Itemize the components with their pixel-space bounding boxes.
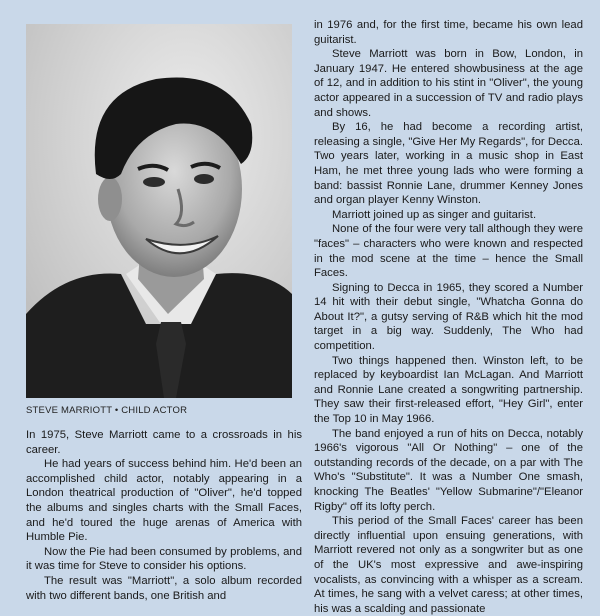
left-paragraph: Now the Pie had been consumed by problems, and it was time for Steve to consider his options.	[26, 545, 302, 573]
right-paragraph: Marriott joined up as singer and guitarist.	[332, 208, 537, 221]
right-paragraph: This period of the Small Faces' career has been directly influential upon ensuing generations, with Marriott revered not only as a songwriter but as one of the UK's most expressive and awe-inspiring vocalists, as convincing with a whisper as a scream. At times, he sang with a velvet caress; at other times, his was a scalding and passionate	[314, 515, 583, 615]
right-paragraph: in 1976 and, for the first time, became his own lead guitarist.	[314, 19, 583, 46]
right-column	[314, 18, 583, 616]
left-paragraph: He had years of success behind him. He'd been an accomplished child actor, notably appearing in a London theatrical production of "Oliver", he'd topped the albums and singles charts with the Small Faces, and he'd toured the huge arenas of America with Humble Pie.	[26, 458, 302, 544]
left-paragraph: In 1975, Steve Marriott came to a crossroads in his career.	[26, 429, 302, 456]
right-paragraph: Signing to Decca in 1965, they scored a Number 14 hit with their debut single, "Whatcha Gonna do About It?", a gutsy serving of R&B which hit the mod target in a big way. Suddenly, The Who had competition.	[314, 281, 583, 353]
right-paragraph: The band enjoyed a run of hits on Decca, notably 1966's vigorous "All Or Nothing" – one of the outstanding records of the decade, on a par with The Who's "Substitute". It was a Number One smash, knocking The Beatles' "Yellow Submarine"/"Eleanor Rigby" off its lofty perch.	[314, 427, 583, 513]
right-paragraph: None of the four were very tall although they were "faces" – characters who were known and respected in the mod scene at the time – hence the Small Faces.	[314, 223, 583, 280]
portrait-image	[26, 24, 292, 398]
photo-caption: STEVE MARRIOTT • CHILD ACTOR	[26, 405, 188, 416]
left-paragraph: The result was "Marriott", a solo album recorded with two different bands, one British and	[26, 574, 302, 602]
right-paragraph: Steve Marriott was born in Bow, London, in January 1947. He entered showbusiness at the age of 12, and in addition to his stint in "Oliver", the young actor appeared in a succession of TV and radio plays and shows.	[314, 48, 583, 119]
right-paragraph: By 16, he had become a recording artist, releasing a single, "Give Her My Regards", for Decca. Two years later, working in a music shop in East Ham, he met three young lads who were forming a band: bassist Ronnie Lane, drummer Kenney Jones and organ player Kenny Winston.	[314, 121, 583, 207]
right-paragraph: Two things happened then. Winston left, to be replaced by keyboardist Ian McLagan. And Marriott and Ronnie Lane created a songwriting partnership. They saw their first-released effort, "Hey Girl", enter the Top 10 in May 1966.	[314, 354, 583, 426]
left-column	[26, 24, 302, 603]
portrait-photo	[26, 24, 292, 398]
